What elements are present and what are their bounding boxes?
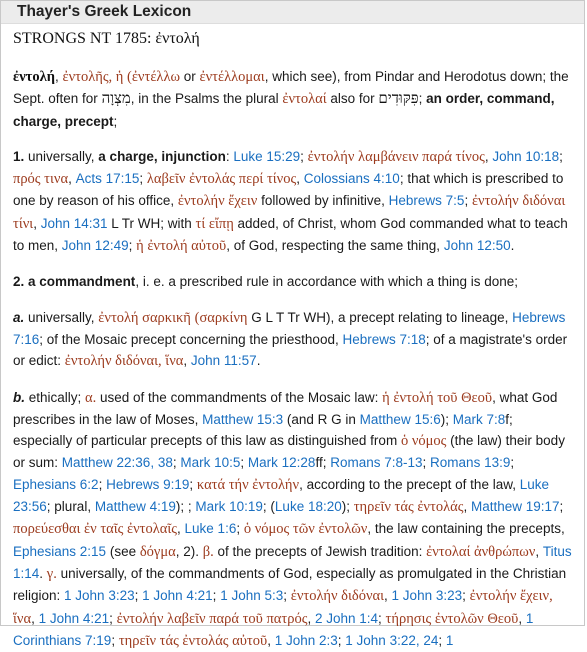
greek-marker: β.	[202, 543, 214, 560]
text: ,	[177, 521, 185, 537]
text: , what God prescribes in the law of Moses,	[13, 389, 558, 427]
text: ;	[128, 238, 137, 254]
greek-term: ἐντολῆς, ἡ (ἐντέλλω	[62, 69, 181, 85]
lemma: ἐντολή	[13, 69, 55, 85]
text: ,	[484, 148, 493, 164]
text: ; plural,	[46, 499, 95, 515]
scripture-link[interactable]: John 14:31	[40, 215, 108, 231]
scripture-link[interactable]: Matthew 15:3	[202, 411, 284, 427]
hebrew-term: מִצְוָה	[101, 89, 131, 108]
sense-gloss: a charge, injunction	[98, 148, 226, 164]
sense-2a-paragraph	[13, 307, 572, 373]
text: universally, of the commandments of God, especially as promulgated in the Christian religion:	[13, 565, 567, 604]
text: ff;	[315, 455, 331, 471]
text: ;	[172, 455, 181, 471]
text: ; of a magistrate's order or edict:	[13, 331, 568, 369]
text: ,	[31, 610, 39, 626]
scripture-link[interactable]: Matthew 22:36, 38	[61, 455, 173, 471]
entry-intro-paragraph	[13, 66, 572, 132]
greek-term: τηρεῖν τάς ἐντολάς	[353, 499, 464, 516]
text: ,	[183, 353, 191, 369]
text: ,	[267, 632, 275, 648]
scripture-link[interactable]: Mark 10:5	[180, 455, 241, 471]
text: , in the Psalms the plural	[130, 91, 283, 107]
greek-term: ἐντολήν διδόναι τίνι	[13, 193, 566, 232]
greek-term: ἡ ἐντολή τοῦ Θεοῦ	[382, 389, 493, 406]
scripture-link[interactable]: 1 John 5:3	[220, 588, 284, 604]
text: G L T Tr WH), a precept relating to lineage,	[247, 309, 513, 325]
greek-term: ἐντολήν διδόναι, ἵνα	[64, 353, 184, 370]
text: ,	[307, 610, 315, 626]
scripture-link[interactable]: 1 Corinthians 7:19	[13, 610, 534, 648]
text: added, of Christ, whom God commanded what to teach to men,	[13, 215, 568, 254]
scripture-link[interactable]: Luke 23:56	[13, 476, 549, 515]
text: ; of the Mosaic precept concerning the priesthood,	[39, 331, 343, 347]
scripture-link[interactable]: Matthew 4:19	[94, 499, 176, 515]
scripture-link[interactable]: Titus 1:14	[13, 543, 572, 581]
text: ;	[464, 193, 472, 209]
greek-term: ἐντολήν λαβεῖν παρά τοῦ πατρός	[116, 610, 308, 627]
scripture-link[interactable]: Hebrews 7:16	[13, 309, 566, 347]
text: ;	[337, 632, 346, 648]
text: , which see), from Pindar and Herodotus down; the Sept. often for	[13, 69, 569, 107]
text: , according to the precept of the law,	[299, 476, 520, 492]
text: .	[510, 238, 515, 254]
text: ;	[236, 521, 244, 537]
greek-term: ἐντολή σαρκικῆ	[98, 309, 191, 326]
scripture-link[interactable]: 1 John 2:3	[274, 632, 338, 648]
text: ,	[68, 171, 76, 187]
text: :	[225, 148, 234, 164]
text: ,	[296, 171, 304, 187]
greek-term: τί εἴπῃ	[195, 215, 234, 232]
greek-term: πρός τινα	[13, 171, 69, 188]
text: (and R G in	[283, 411, 360, 427]
greek-term: ἐντέλλομαι	[199, 69, 265, 85]
text: universally,	[24, 148, 99, 164]
scripture-link[interactable]: Luke 1:6	[184, 521, 237, 537]
text: ;	[510, 455, 515, 471]
text: ,	[535, 543, 543, 559]
text: ;	[189, 476, 197, 492]
scripture-link[interactable]: 1 John 4:21	[38, 610, 110, 626]
scripture-link[interactable]: Romans 13:9	[430, 455, 511, 471]
greek-term: ὁ νόμος τῶν ἐντολῶν	[243, 521, 368, 538]
text: , 2).	[175, 543, 203, 559]
text: );	[440, 411, 453, 427]
subsense-letter: b.	[13, 389, 25, 405]
text: ;	[240, 455, 248, 471]
scripture-link[interactable]: Romans 7:8-13	[330, 455, 423, 471]
greek-term: ἐντολήν ἔχειν, ἵνα	[13, 588, 553, 627]
scripture-link[interactable]: John 10:18	[492, 148, 560, 164]
greek-term: λαβεῖν ἐντολάς περί τίνος	[146, 171, 297, 188]
text: ;	[300, 148, 308, 164]
text: L Tr WH; with	[107, 215, 196, 231]
greek-term: ἡ ἐντολή αὐτοῦ	[136, 238, 227, 255]
text: ,	[54, 69, 63, 84]
scripture-link[interactable]: Hebrews 7:5	[388, 193, 465, 209]
scripture-link[interactable]: Acts 17:15	[75, 171, 140, 187]
text: , i. e. a prescribed rule in accordance with which a thing is done;	[135, 274, 519, 290]
greek-term: κατά τήν ἐντολήν	[196, 476, 300, 493]
text: (see	[106, 543, 140, 559]
greek-term: ἐντολήν ἔχειν	[177, 193, 258, 210]
strongs-title: STRONGS NT 1785: ἐντολή	[13, 30, 200, 47]
text: ; that which is prescribed to one by reason of his office,	[13, 171, 564, 209]
text: ); ;	[175, 499, 196, 515]
text: (the law) their body or sum:	[13, 433, 565, 471]
text: ;	[418, 91, 427, 107]
text: ;	[283, 588, 291, 604]
sense-2-paragraph	[13, 271, 572, 292]
scripture-link[interactable]: John 11:57	[190, 353, 257, 369]
text: ;	[113, 113, 118, 129]
sense-number: 2.	[13, 274, 25, 290]
scripture-link[interactable]: Colossians 4:10	[303, 171, 400, 187]
greek-term: ἐντολήν διδόναι	[290, 588, 385, 605]
text: used of the commandments of the Mosaic law:	[96, 389, 383, 405]
text: , of God, respecting the same thing,	[226, 238, 444, 254]
scripture-link[interactable]: 1 John 4:21	[142, 588, 213, 604]
text: f; especially of particular precepts of this law as distinguished from	[13, 411, 513, 449]
panel-title: Thayer's Greek Lexicon	[17, 3, 192, 20]
text: ;	[559, 499, 564, 515]
text: ethically;	[25, 389, 86, 405]
text: or	[180, 69, 200, 84]
text: .	[39, 565, 47, 581]
scripture-link[interactable]: 1 John 3:23	[64, 588, 135, 604]
text: ,	[518, 610, 526, 626]
scripture-link[interactable]: Hebrews 7:18	[342, 331, 426, 347]
scripture-link[interactable]: John 12:50	[443, 238, 511, 254]
text: .	[256, 353, 261, 369]
greek-term: πορεύεσθαι ἐν ταῖς ἐντολαῖς	[13, 521, 178, 538]
scripture-link[interactable]: Hebrews 9:19	[106, 476, 190, 492]
hebrew-term: פִּקּוּדִים	[378, 89, 419, 108]
text: ,	[384, 588, 392, 604]
subsense-letter: a.	[13, 309, 25, 325]
panel-header	[1, 1, 584, 24]
scripture-link[interactable]: 1	[445, 632, 454, 648]
text: , the law containing the precepts,	[367, 521, 565, 537]
entry-content	[1, 28, 584, 652]
text: ;	[378, 610, 386, 626]
text: ;	[559, 148, 563, 164]
greek-marker: α.	[85, 389, 97, 406]
greek-term: τήρησις ἐντολῶν Θεοῦ	[385, 610, 519, 627]
text: ;	[98, 476, 107, 492]
greek-marker: γ.	[46, 565, 57, 582]
sense-gloss: a commandment	[28, 274, 136, 290]
text: ;	[422, 455, 431, 471]
scripture-link[interactable]: Mark 7:8	[452, 411, 506, 427]
text: ;	[462, 588, 470, 604]
greek-term: (σαρκίνη	[194, 309, 248, 326]
scripture-link[interactable]: Luke 15:29	[233, 148, 301, 164]
text: universally,	[24, 309, 99, 325]
definition-gloss: an order, command, charge, precept	[13, 91, 555, 129]
greek-term: ἐντολαί	[282, 91, 327, 108]
greek-term: δόγμα	[139, 543, 176, 560]
greek-term: ἐντολαί ἀνθρώπων	[426, 543, 536, 560]
scripture-link[interactable]: Mark 12:28	[247, 455, 316, 471]
text: ,	[463, 499, 471, 515]
greek-term: ἐντολήν λαμβάνειν παρά τίνος	[307, 148, 485, 165]
text: ,	[33, 215, 41, 231]
greek-term: τηρεῖν τάς ἐντολάς αὐτοῦ	[118, 632, 268, 649]
greek-term: ὁ νόμος	[400, 433, 447, 450]
text: );	[341, 499, 354, 515]
scripture-link[interactable]: Mark 10:19	[195, 499, 263, 515]
scripture-link[interactable]: Matthew 19:17	[470, 499, 560, 515]
scripture-link[interactable]: John 12:49	[61, 238, 129, 254]
text: followed by infinitive,	[257, 193, 389, 209]
scripture-link[interactable]: 1 John 3:22, 24	[345, 632, 439, 648]
text: ;	[134, 588, 143, 604]
text: ;	[111, 632, 119, 648]
text: of the precepts of Jewish tradition:	[213, 543, 427, 559]
text: ;	[212, 588, 221, 604]
scripture-link[interactable]: Matthew 15:6	[359, 411, 441, 427]
text: ;	[438, 632, 446, 648]
text: ;	[139, 171, 147, 187]
sense-1-paragraph	[13, 146, 572, 257]
sense-number: 1.	[13, 148, 25, 164]
text: also for	[326, 91, 379, 107]
scripture-link[interactable]: Luke 18:20	[274, 499, 342, 515]
scripture-link[interactable]: 2 John 1:4	[314, 610, 379, 626]
sense-2b-paragraph	[13, 387, 572, 652]
text: ; (	[262, 499, 275, 515]
scripture-link[interactable]: Ephesians 6:2	[13, 476, 99, 492]
text: ;	[109, 610, 117, 626]
scripture-link[interactable]: Ephesians 2:15	[13, 543, 107, 559]
scripture-link[interactable]: 1 John 3:23	[391, 588, 463, 604]
